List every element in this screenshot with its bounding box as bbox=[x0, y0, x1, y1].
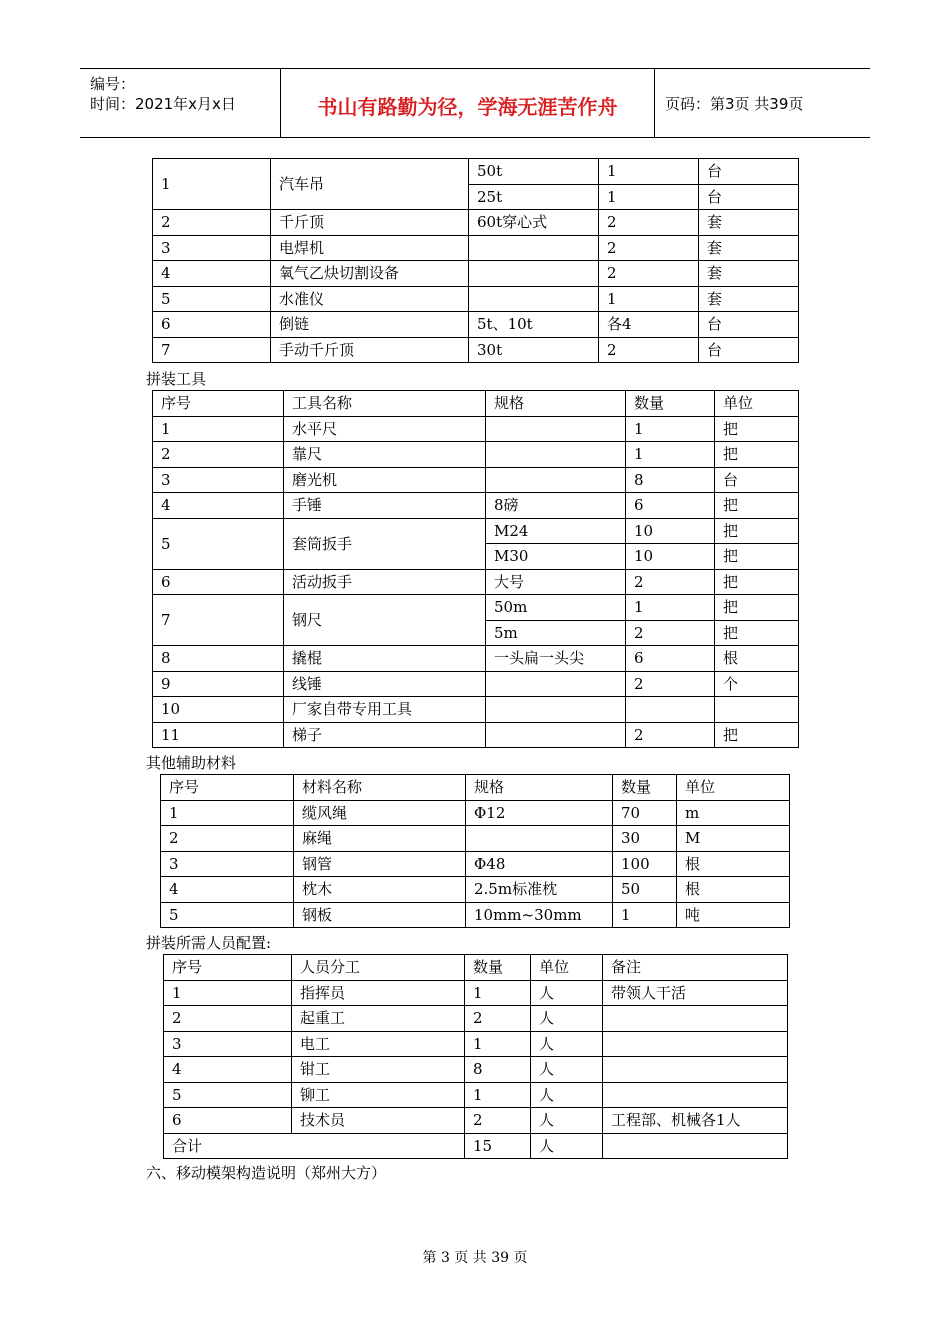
column-header: 规格 bbox=[486, 391, 626, 417]
spec-cell: 2 bbox=[465, 1006, 531, 1032]
quantity-cell: 2 bbox=[599, 337, 699, 363]
spec-cell: Φ48 bbox=[466, 851, 613, 877]
table-row bbox=[153, 467, 799, 493]
row-number-cell: 3 bbox=[153, 235, 271, 261]
table-row bbox=[153, 671, 799, 697]
row-number-cell: 3 bbox=[161, 851, 294, 877]
column-header: 数量 bbox=[626, 391, 715, 417]
row-number-cell: 3 bbox=[164, 1031, 292, 1057]
quantity-cell: 30 bbox=[613, 826, 677, 852]
total-unit-cell: 人 bbox=[531, 1133, 603, 1159]
quantity-cell: 8 bbox=[626, 467, 715, 493]
header-row bbox=[161, 775, 790, 801]
row-number-cell: 1 bbox=[161, 800, 294, 826]
spec-cell: 50m bbox=[486, 595, 626, 621]
row-number-cell: 9 bbox=[153, 671, 284, 697]
unit-cell: 台 bbox=[715, 467, 799, 493]
table-row bbox=[153, 235, 799, 261]
table-row bbox=[161, 877, 790, 903]
spec-cell: 1 bbox=[465, 1031, 531, 1057]
row-number-cell: 1 bbox=[153, 416, 284, 442]
equipment-table bbox=[152, 158, 799, 363]
quantity-cell: 1 bbox=[599, 286, 699, 312]
item-name-cell: 手动千斤顶 bbox=[271, 337, 469, 363]
quantity-cell: 2 bbox=[599, 210, 699, 236]
quantity-cell bbox=[626, 697, 715, 723]
unit-cell bbox=[603, 1082, 788, 1108]
unit-cell bbox=[715, 697, 799, 723]
spec-cell: 8磅 bbox=[486, 493, 626, 519]
column-header: 序号 bbox=[153, 391, 284, 417]
row-number-cell: 5 bbox=[153, 518, 284, 569]
column-header: 单位 bbox=[715, 391, 799, 417]
row-number-cell: 6 bbox=[153, 569, 284, 595]
unit-cell: 套 bbox=[699, 286, 799, 312]
row-number-cell: 5 bbox=[164, 1082, 292, 1108]
unit-cell bbox=[603, 1057, 788, 1083]
spec-cell: 8 bbox=[465, 1057, 531, 1083]
item-name-cell: 铆工 bbox=[292, 1082, 465, 1108]
column-header: 序号 bbox=[164, 955, 292, 981]
unit-cell: 工程部、机械各1人 bbox=[603, 1108, 788, 1134]
table-row bbox=[164, 980, 788, 1006]
unit-cell: 套 bbox=[699, 261, 799, 287]
unit-cell: M bbox=[677, 826, 790, 852]
column-header: 序号 bbox=[161, 775, 294, 801]
quantity-cell: 2 bbox=[626, 671, 715, 697]
unit-cell: 把 bbox=[715, 518, 799, 544]
quantity-cell: 6 bbox=[626, 646, 715, 672]
spec-cell bbox=[486, 722, 626, 748]
row-number-cell: 2 bbox=[164, 1006, 292, 1032]
quantity-cell: 10 bbox=[626, 518, 715, 544]
quantity-cell: 2 bbox=[626, 722, 715, 748]
row-number-cell: 4 bbox=[161, 877, 294, 903]
spec-cell: 2 bbox=[465, 1108, 531, 1134]
table-row bbox=[153, 697, 799, 723]
quantity-cell: 1 bbox=[599, 184, 699, 210]
item-name-cell: 麻绳 bbox=[294, 826, 466, 852]
tools-table bbox=[152, 390, 799, 748]
item-name-cell: 缆风绳 bbox=[294, 800, 466, 826]
item-name-cell: 厂家自带专用工具 bbox=[284, 697, 486, 723]
unit-cell: 个 bbox=[715, 671, 799, 697]
table-row bbox=[153, 210, 799, 236]
item-name-cell: 手锤 bbox=[284, 493, 486, 519]
spec-cell: 大号 bbox=[486, 569, 626, 595]
unit-cell: 套 bbox=[699, 235, 799, 261]
column-header: 工具名称 bbox=[284, 391, 486, 417]
quantity-cell: 人 bbox=[531, 1057, 603, 1083]
quantity-cell: 10 bbox=[626, 544, 715, 570]
header-right-cell bbox=[655, 69, 870, 137]
personnel-table-title: 拼装所需人员配置: bbox=[146, 934, 272, 952]
row-number-cell: 3 bbox=[153, 467, 284, 493]
row-number-cell: 11 bbox=[153, 722, 284, 748]
column-header: 单位 bbox=[531, 955, 603, 981]
unit-cell: 台 bbox=[699, 159, 799, 185]
quantity-cell: 2 bbox=[626, 620, 715, 646]
quantity-cell: 1 bbox=[626, 416, 715, 442]
item-name-cell: 钢尺 bbox=[284, 595, 486, 646]
unit-cell: 根 bbox=[715, 646, 799, 672]
spec-cell bbox=[486, 416, 626, 442]
header-row bbox=[153, 391, 799, 417]
item-name-cell: 靠尺 bbox=[284, 442, 486, 468]
table-row bbox=[153, 416, 799, 442]
row-number-cell: 6 bbox=[164, 1108, 292, 1134]
item-name-cell: 电工 bbox=[292, 1031, 465, 1057]
row-number-cell: 1 bbox=[153, 159, 271, 210]
item-name-cell: 线锤 bbox=[284, 671, 486, 697]
unit-cell: 套 bbox=[699, 210, 799, 236]
row-number-cell: 2 bbox=[153, 442, 284, 468]
total-quantity-cell: 15 bbox=[465, 1133, 531, 1159]
unit-cell: 带领人干活 bbox=[603, 980, 788, 1006]
unit-cell: 根 bbox=[677, 877, 790, 903]
item-name-cell: 套筒扳手 bbox=[284, 518, 486, 569]
column-header: 人员分工 bbox=[292, 955, 465, 981]
spec-cell: 2.5m标准枕 bbox=[466, 877, 613, 903]
table-row bbox=[153, 722, 799, 748]
quantity-cell: 人 bbox=[531, 1006, 603, 1032]
table-row bbox=[153, 312, 799, 338]
quantity-cell: 人 bbox=[531, 980, 603, 1006]
row-number-cell: 2 bbox=[153, 210, 271, 236]
row-number-cell: 7 bbox=[153, 595, 284, 646]
item-name-cell: 水平尺 bbox=[284, 416, 486, 442]
row-number-cell: 4 bbox=[153, 493, 284, 519]
column-header: 数量 bbox=[465, 955, 531, 981]
spec-cell bbox=[486, 671, 626, 697]
item-name-cell: 钢板 bbox=[294, 902, 466, 928]
unit-cell: m bbox=[677, 800, 790, 826]
quantity-cell: 1 bbox=[626, 595, 715, 621]
materials-table bbox=[160, 774, 790, 928]
table-row bbox=[153, 261, 799, 287]
row-number-cell: 4 bbox=[153, 261, 271, 287]
row-number-cell: 4 bbox=[164, 1057, 292, 1083]
unit-cell: 把 bbox=[715, 493, 799, 519]
spec-cell: 50t bbox=[469, 159, 599, 185]
unit-cell: 把 bbox=[715, 569, 799, 595]
quantity-cell: 70 bbox=[613, 800, 677, 826]
total-note-cell bbox=[603, 1133, 788, 1159]
spec-cell: M30 bbox=[486, 544, 626, 570]
unit-cell: 台 bbox=[699, 312, 799, 338]
tools-table-title: 拼装工具 bbox=[146, 370, 207, 388]
materials-table-title: 其他辅助材料 bbox=[146, 754, 237, 772]
quantity-cell: 人 bbox=[531, 1082, 603, 1108]
spec-cell: 一头扁一头尖 bbox=[486, 646, 626, 672]
spec-cell bbox=[469, 261, 599, 287]
spec-cell: Φ12 bbox=[466, 800, 613, 826]
row-number-cell: 5 bbox=[153, 286, 271, 312]
spec-cell bbox=[486, 467, 626, 493]
spec-cell: 1 bbox=[465, 980, 531, 1006]
column-header: 规格 bbox=[466, 775, 613, 801]
page-header bbox=[80, 68, 870, 138]
spec-cell: 60t穿心式 bbox=[469, 210, 599, 236]
quantity-cell: 50 bbox=[613, 877, 677, 903]
item-name-cell: 千斤顶 bbox=[271, 210, 469, 236]
header-left-cell bbox=[80, 69, 281, 137]
spec-cell: 25t bbox=[469, 184, 599, 210]
spec-cell bbox=[486, 442, 626, 468]
unit-cell bbox=[603, 1006, 788, 1032]
table-row bbox=[153, 595, 799, 621]
quantity-cell: 1 bbox=[626, 442, 715, 468]
unit-cell: 把 bbox=[715, 544, 799, 570]
unit-cell: 把 bbox=[715, 620, 799, 646]
unit-cell: 台 bbox=[699, 184, 799, 210]
quantity-cell: 2 bbox=[599, 235, 699, 261]
unit-cell: 把 bbox=[715, 722, 799, 748]
spec-cell: 5m bbox=[486, 620, 626, 646]
row-number-cell: 7 bbox=[153, 337, 271, 363]
header-middle-cell bbox=[281, 69, 655, 137]
unit-cell: 把 bbox=[715, 595, 799, 621]
column-header: 数量 bbox=[613, 775, 677, 801]
quantity-cell: 6 bbox=[626, 493, 715, 519]
table-row bbox=[153, 569, 799, 595]
item-name-cell: 倒链 bbox=[271, 312, 469, 338]
row-number-cell: 1 bbox=[164, 980, 292, 1006]
unit-cell: 吨 bbox=[677, 902, 790, 928]
total-row bbox=[164, 1133, 788, 1159]
table-row bbox=[164, 1108, 788, 1134]
spec-cell: 10mm~30mm bbox=[466, 902, 613, 928]
motto-text: 书山有路勤为径，学海无涯苦作舟 bbox=[317, 95, 618, 119]
section-heading: 六、移动模架构造说明（郑州大方） bbox=[146, 1164, 387, 1182]
table-row bbox=[153, 518, 799, 544]
row-number-cell: 5 bbox=[161, 902, 294, 928]
quantity-cell: 2 bbox=[599, 261, 699, 287]
page-footer: 第 3 页 共 39 页 bbox=[422, 1250, 528, 1266]
spec-cell: 5t、10t bbox=[469, 312, 599, 338]
quantity-cell: 人 bbox=[531, 1108, 603, 1134]
time-label: 时间：2021年x月x日 bbox=[90, 95, 236, 113]
table-row bbox=[153, 337, 799, 363]
column-header: 单位 bbox=[677, 775, 790, 801]
unit-cell: 把 bbox=[715, 416, 799, 442]
quantity-cell: 各4 bbox=[599, 312, 699, 338]
quantity-cell: 1 bbox=[613, 902, 677, 928]
item-name-cell: 技术员 bbox=[292, 1108, 465, 1134]
item-name-cell: 钢管 bbox=[294, 851, 466, 877]
row-number-cell: 2 bbox=[161, 826, 294, 852]
total-label-cell: 合计 bbox=[164, 1133, 465, 1159]
row-number-cell: 8 bbox=[153, 646, 284, 672]
unit-cell: 台 bbox=[699, 337, 799, 363]
quantity-cell: 2 bbox=[626, 569, 715, 595]
column-header: 备注 bbox=[603, 955, 788, 981]
spec-cell: 1 bbox=[465, 1082, 531, 1108]
item-name-cell: 钳工 bbox=[292, 1057, 465, 1083]
quantity-cell: 人 bbox=[531, 1031, 603, 1057]
item-name-cell: 撬棍 bbox=[284, 646, 486, 672]
table-row bbox=[161, 851, 790, 877]
table-row bbox=[153, 442, 799, 468]
page-number-label: 页码：第3页 共39页 bbox=[665, 95, 804, 113]
item-name-cell: 枕木 bbox=[294, 877, 466, 903]
table-row bbox=[161, 902, 790, 928]
spec-cell bbox=[469, 286, 599, 312]
row-number-cell: 10 bbox=[153, 697, 284, 723]
quantity-cell: 100 bbox=[613, 851, 677, 877]
row-number-cell: 6 bbox=[153, 312, 271, 338]
unit-cell bbox=[603, 1031, 788, 1057]
column-header: 材料名称 bbox=[294, 775, 466, 801]
header-row bbox=[164, 955, 788, 981]
number-label: 编号： bbox=[90, 75, 136, 93]
item-name-cell: 磨光机 bbox=[284, 467, 486, 493]
item-name-cell: 氧气乙炔切割设备 bbox=[271, 261, 469, 287]
item-name-cell: 梯子 bbox=[284, 722, 486, 748]
spec-cell bbox=[469, 235, 599, 261]
item-name-cell: 起重工 bbox=[292, 1006, 465, 1032]
table-row bbox=[153, 286, 799, 312]
item-name-cell: 活动扳手 bbox=[284, 569, 486, 595]
table-row bbox=[164, 1006, 788, 1032]
table-row bbox=[161, 826, 790, 852]
spec-cell: M24 bbox=[486, 518, 626, 544]
unit-cell: 根 bbox=[677, 851, 790, 877]
quantity-cell: 1 bbox=[599, 159, 699, 185]
table-row bbox=[164, 1031, 788, 1057]
table-row bbox=[153, 493, 799, 519]
table-row bbox=[164, 1057, 788, 1083]
item-name-cell: 电焊机 bbox=[271, 235, 469, 261]
spec-cell: 30t bbox=[469, 337, 599, 363]
table-row bbox=[164, 1082, 788, 1108]
item-name-cell: 水准仪 bbox=[271, 286, 469, 312]
spec-cell bbox=[486, 697, 626, 723]
spec-cell bbox=[466, 826, 613, 852]
table-row bbox=[153, 159, 799, 185]
unit-cell: 把 bbox=[715, 442, 799, 468]
item-name-cell: 汽车吊 bbox=[271, 159, 469, 210]
table-row bbox=[161, 800, 790, 826]
table-row bbox=[153, 646, 799, 672]
personnel-table bbox=[163, 954, 788, 1159]
item-name-cell: 指挥员 bbox=[292, 980, 465, 1006]
